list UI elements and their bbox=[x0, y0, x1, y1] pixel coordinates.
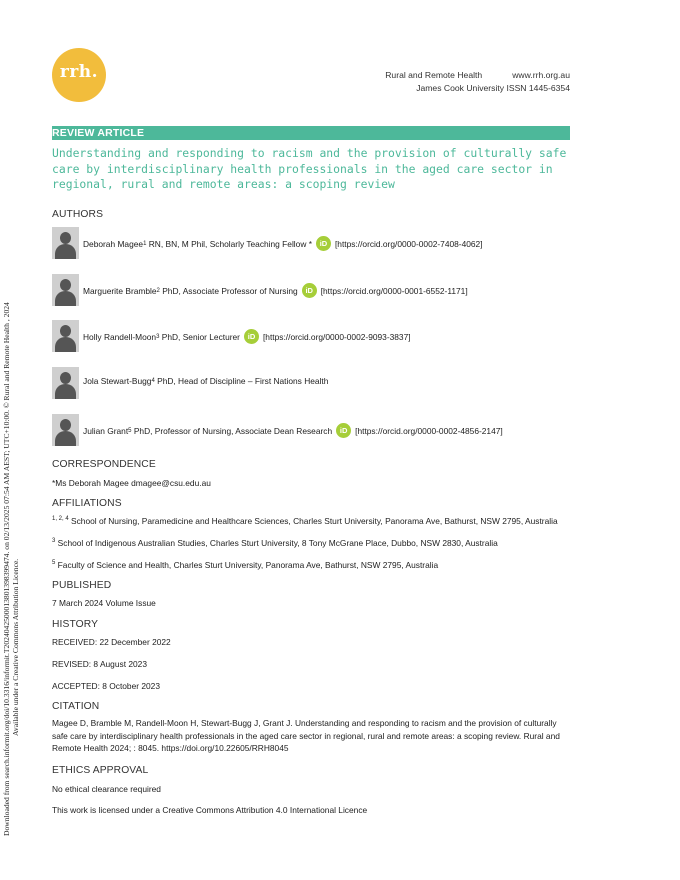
license-line: This work is licensed under a Creative Commons Attribution 4.0 International Licence bbox=[52, 805, 368, 815]
rrh-logo bbox=[52, 48, 106, 102]
journal-url[interactable]: www.rrh.org.au bbox=[512, 70, 570, 80]
journal-header bbox=[385, 69, 570, 95]
article-type: REVIEW ARTICLE bbox=[52, 127, 145, 139]
logo-text: rrh. bbox=[59, 62, 99, 82]
orcid-link[interactable]: [https://orcid.org/0000-0002-4856-2147] bbox=[355, 425, 503, 436]
author-name: Deborah Magee bbox=[83, 238, 144, 249]
download-notice-line1: Downloaded from search.informit.org/doi/10.3316/informit.T2024042500013801398399474. on 02/13/2025 07:54 AM AEST; UTC+10:00. © Rural and Remote Health , 2024 bbox=[2, 302, 11, 836]
authors-heading: AUTHORS bbox=[52, 209, 104, 220]
author-row bbox=[52, 274, 612, 306]
history-accepted: ACCEPTED: 8 October 2023 bbox=[52, 681, 160, 691]
author-name: Holly Randell-Moon bbox=[83, 331, 157, 342]
orcid-link[interactable]: [https://orcid.org/0000-0002-9093-3837] bbox=[262, 331, 411, 342]
author-credentials: PhD, Senior Lecturer bbox=[161, 331, 240, 342]
orcid-icon[interactable]: iD bbox=[336, 423, 351, 438]
author-sup: 4 bbox=[151, 378, 155, 384]
orcid-link[interactable]: [https://orcid.org/0000-0001-6552-1171] bbox=[320, 285, 468, 296]
orcid-icon[interactable]: iD bbox=[302, 283, 317, 298]
author-row bbox=[52, 320, 612, 352]
author-sup: 2 bbox=[156, 287, 160, 294]
avatar bbox=[52, 274, 79, 306]
avatar bbox=[52, 320, 79, 352]
author-line bbox=[83, 376, 328, 386]
avatar bbox=[52, 367, 79, 399]
license-link[interactable]: Creative Commons Attribution 4.0 International Licence bbox=[162, 805, 368, 815]
article-title: Understanding and responding to racism and the provision of culturally safe care by interdisciplinary health professionals in the aged care sector in regional, rural and remote areas: a scoping review bbox=[52, 146, 567, 191]
citation-heading: CITATION bbox=[52, 701, 100, 712]
avatar bbox=[52, 227, 79, 259]
author-row bbox=[52, 227, 612, 259]
history-heading: HISTORY bbox=[52, 619, 99, 630]
download-notice bbox=[0, 196, 20, 836]
orcid-icon[interactable]: iD bbox=[316, 236, 331, 251]
ethics-text: No ethical clearance required bbox=[52, 784, 161, 794]
citation-text: Magee D, Bramble M, Randell-Moon H, Stewart-Bugg J, Grant J. Understanding and responding to racism and the provision of culturally safe care by interdisciplinary health professionals in the aged care sector in regional, rural and remote areas: a scoping review. Rural and Remote Health 2024; : 8045. https://doi.org/10.22605/RRH8045 bbox=[52, 718, 560, 753]
avatar bbox=[52, 414, 79, 446]
author-name: Julian Grant bbox=[83, 425, 129, 436]
author-credentials: PhD, Professor of Nursing, Associate Dean Research bbox=[133, 425, 333, 436]
author-credentials: RN, BN, M Phil, Scholarly Teaching Fellow * bbox=[148, 238, 312, 249]
affiliation-3: $^5$ Faculty of Science and Health, Charles Sturt University, Panorama Ave, Bathurst, NSW 2795, Australia bbox=[52, 560, 439, 570]
history-revised: REVISED: 8 August 2023 bbox=[52, 659, 147, 669]
published-heading: PUBLISHED bbox=[52, 580, 112, 591]
published-text: 7 March 2024 Volume Issue bbox=[52, 598, 156, 608]
ethics-heading: ETHICS APPROVAL bbox=[52, 765, 149, 776]
issn-line: James Cook University ISSN 1445-6354 bbox=[416, 83, 570, 93]
affiliation-2: $^3$ School of Indigenous Australian Studies, Charles Sturt University, 8 Tony McGrane Place, Dubbo, NSW 2830, Australia bbox=[52, 538, 498, 548]
orcid-link[interactable]: [https://orcid.org/0000-0002-7408-4062] bbox=[334, 238, 483, 249]
author-row bbox=[52, 367, 612, 399]
author-credentials: PhD, Associate Professor of Nursing bbox=[162, 285, 298, 296]
author-sup: 5 bbox=[128, 427, 132, 434]
author-name: Marguerite Bramble bbox=[83, 285, 157, 296]
correspondence-heading: CORRESPONDENCE bbox=[52, 459, 156, 470]
correspondence-text: *Ms Deborah Magee dmagee@csu.edu.au bbox=[52, 478, 211, 488]
history-received: RECEIVED: 22 December 2022 bbox=[52, 637, 171, 647]
author-sup: 3 bbox=[156, 333, 160, 340]
author-line bbox=[83, 329, 411, 344]
affiliations-heading: AFFILIATIONS bbox=[52, 498, 122, 509]
author-line bbox=[83, 283, 468, 298]
article-type-band bbox=[52, 126, 570, 140]
author-line bbox=[83, 236, 483, 251]
author-sup: 1 bbox=[143, 240, 147, 247]
download-notice-line2: Available under a Creative Commons Attribution Licence. bbox=[11, 558, 20, 736]
author-name: Jola Stewart-Bugg bbox=[83, 376, 152, 386]
journal-name: Rural and Remote Health bbox=[385, 70, 483, 80]
author-credentials: PhD, Head of Discipline – First Nations Health bbox=[157, 376, 329, 386]
author-row bbox=[52, 414, 612, 446]
orcid-icon[interactable]: iD bbox=[244, 329, 259, 344]
author-line bbox=[83, 423, 503, 438]
affiliation-1: $^{1, 2, 4}$ School of Nursing, Paramedicine and Healthcare Sciences, Charles Sturt University, Panorama Ave, Bathurst, NSW 2795, Australia bbox=[52, 516, 558, 526]
